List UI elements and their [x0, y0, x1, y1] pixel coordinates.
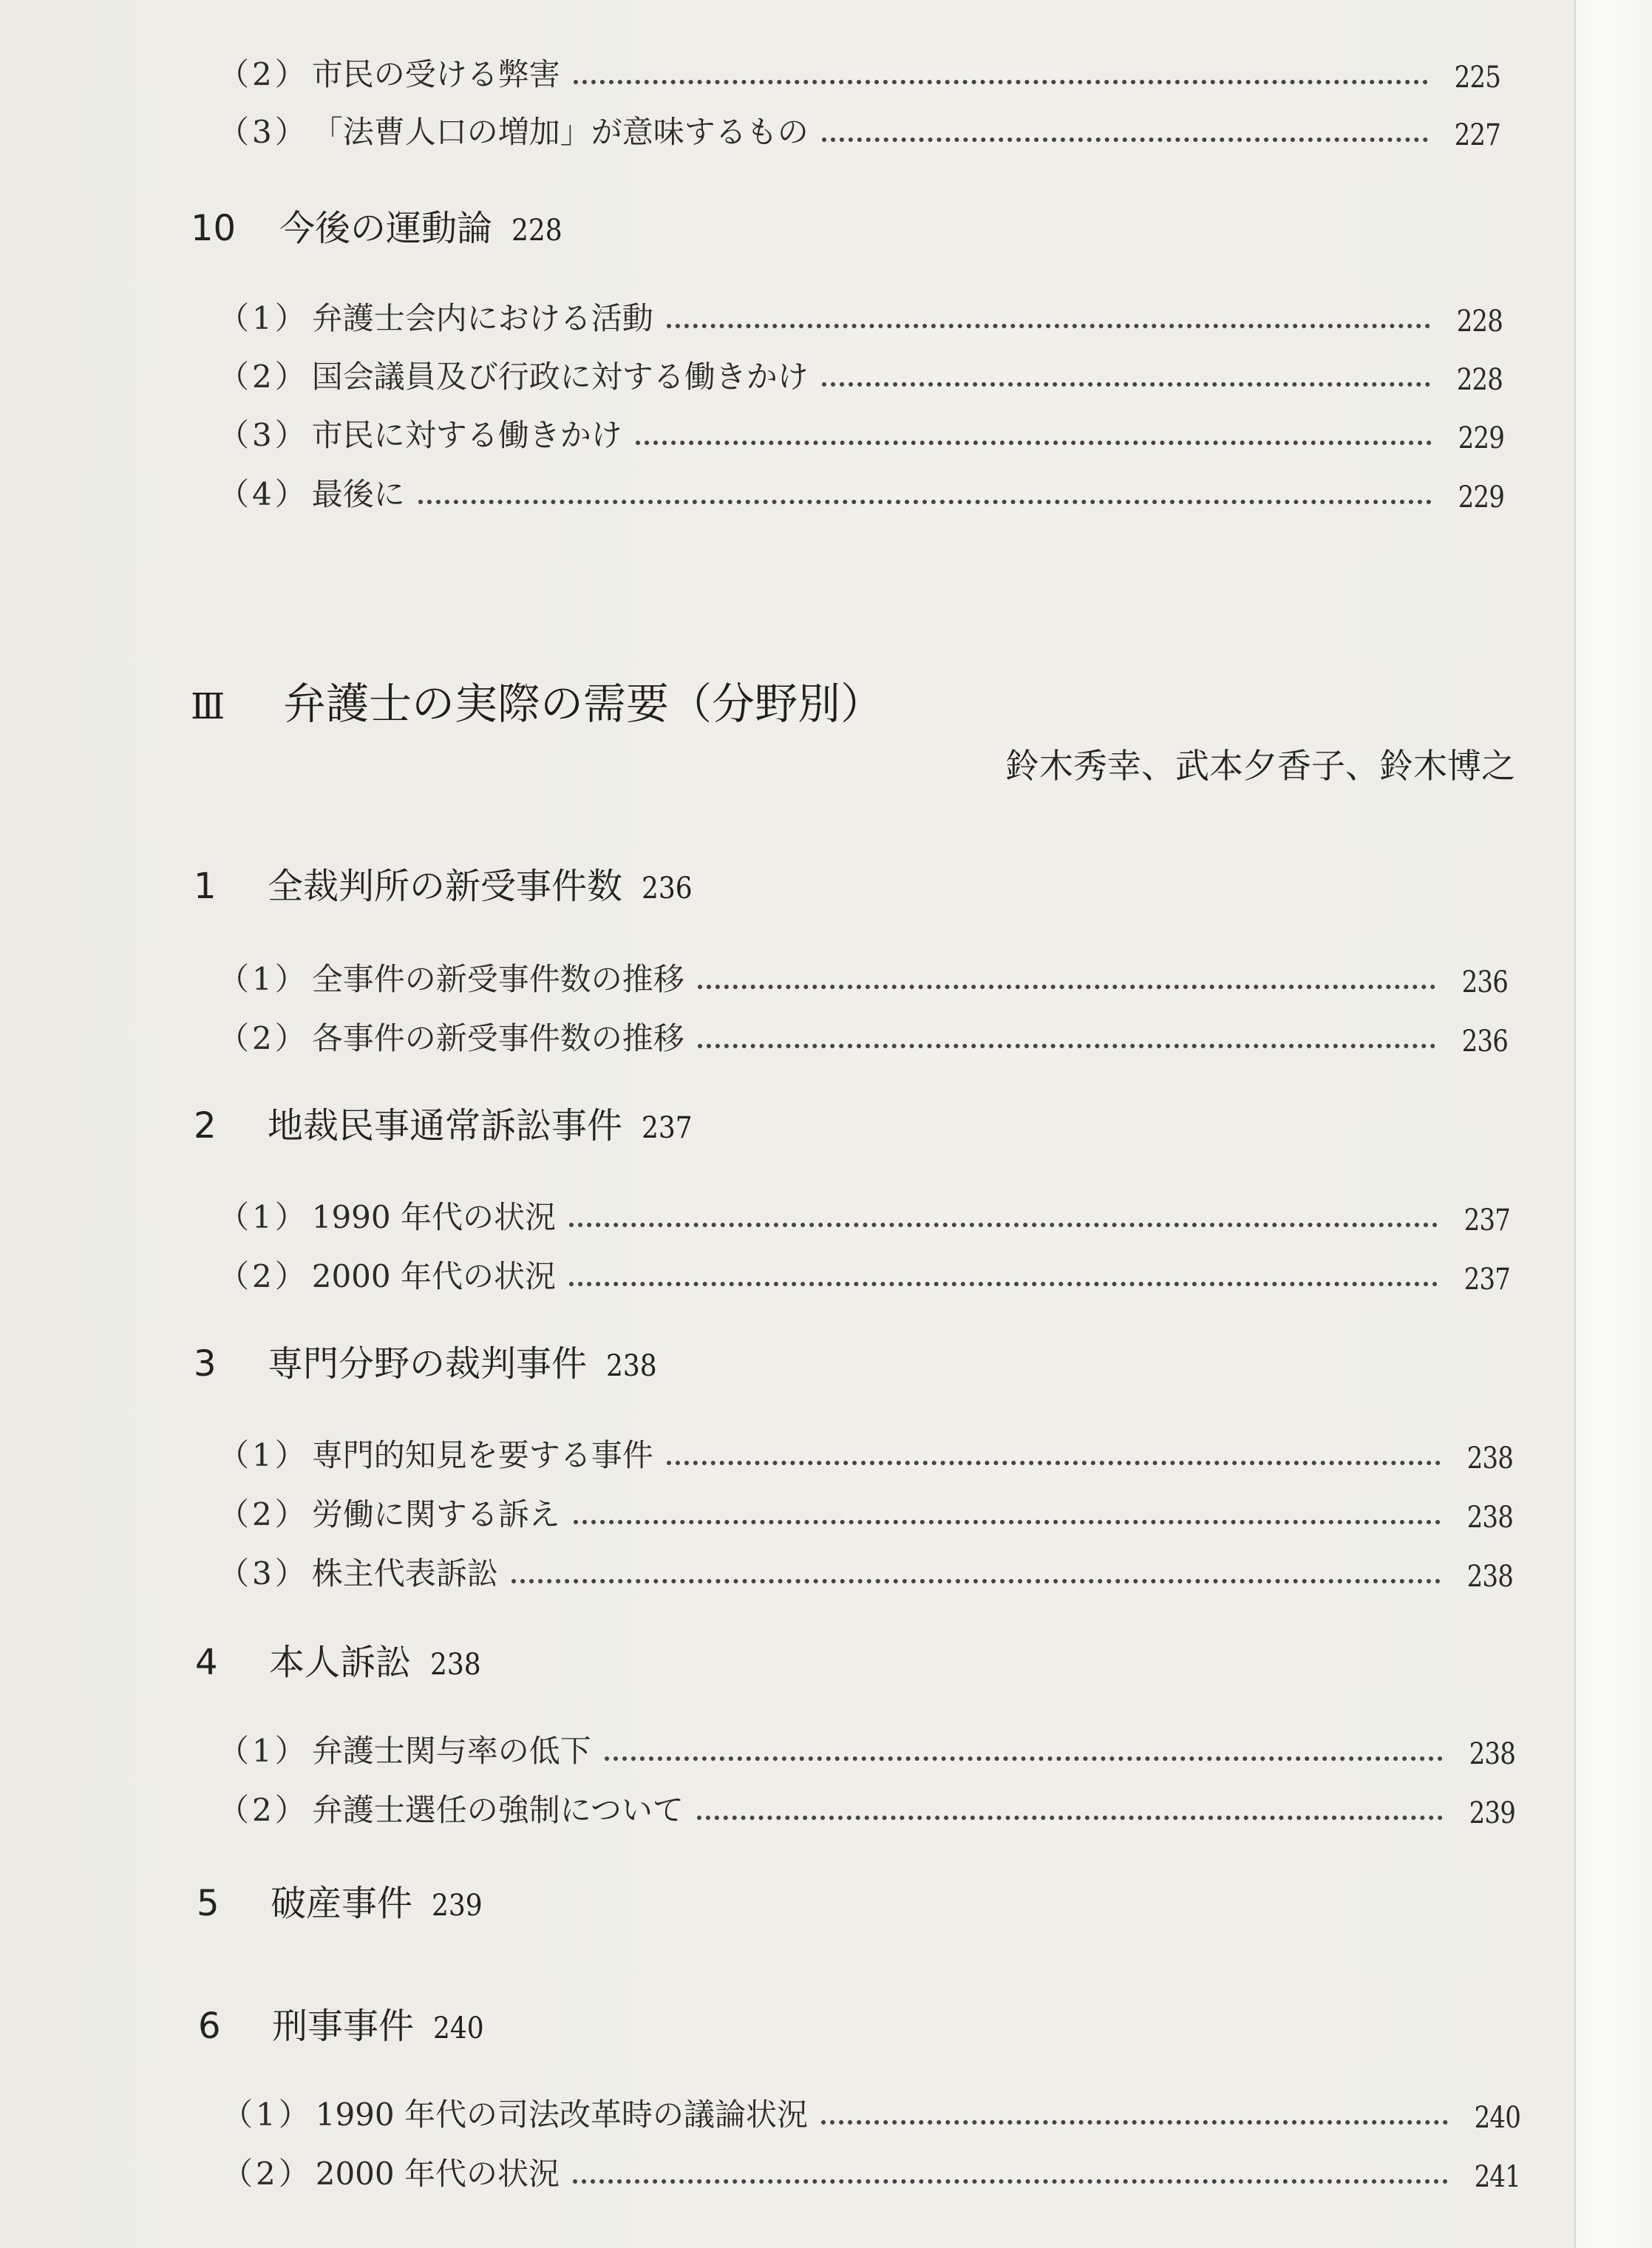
- section-heading: 10 今後の運動論 228: [191, 208, 562, 249]
- section-heading: 3 専門分野の裁判事件 238: [194, 1343, 657, 1385]
- toc-entry: （2） 市民の受ける弊害 225: [218, 56, 1500, 95]
- leader-dots: [667, 324, 1430, 328]
- toc-entry: （1） 全事件の新受事件数の推移 236: [218, 961, 1508, 999]
- leader-dots: [569, 1223, 1438, 1227]
- leader-dots: [821, 2120, 1448, 2125]
- chapter-authors: 鈴木秀幸、武本夕香子、鈴木博之: [1005, 746, 1515, 786]
- chapter-title: 弁護士の実際の需要（分野別）: [283, 679, 884, 729]
- leader-dots: [636, 441, 1432, 445]
- leader-dots: [698, 985, 1435, 989]
- section-heading: 6 刑事事件 240: [198, 2006, 484, 2047]
- leader-dots: [605, 1756, 1443, 1761]
- toc-entry: （1） 1990 年代の状況 237: [218, 1199, 1510, 1237]
- toc-entry: （4） 最後に 229: [218, 476, 1504, 515]
- leader-dots: [698, 1044, 1435, 1048]
- section-heading: 5 破産事件 239: [197, 1883, 483, 1924]
- toc-entry: （2） 各事件の新受事件数の推移 236: [218, 1020, 1508, 1059]
- toc-entry: （1） 弁護士会内における活動 228: [218, 300, 1503, 339]
- leader-dots: [822, 382, 1430, 387]
- leader-dots: [574, 1520, 1441, 1524]
- toc-entry: （1） 専門的知見を要する事件 238: [218, 1437, 1513, 1476]
- toc-entry: （1） 1990 年代の司法改革時の議論状況 240: [222, 2096, 1520, 2135]
- leader-dots: [511, 1579, 1441, 1583]
- leader-dots: [573, 2179, 1448, 2184]
- leader-dots: [667, 1461, 1441, 1465]
- page-edge: [1574, 0, 1652, 2248]
- leader-dots: [697, 1816, 1443, 1820]
- toc-entry: （3） 市民に対する働きかけ 229: [218, 417, 1504, 455]
- toc-entry: （2） 2000 年代の状況 237: [218, 1258, 1510, 1297]
- toc-entry: （2） 労働に関する訴え 238: [218, 1496, 1513, 1535]
- leader-dots: [418, 500, 1432, 504]
- toc-entry: （2） 弁護士選任の強制について 239: [218, 1792, 1515, 1830]
- toc-entry: （2） 2000 年代の状況 241: [222, 2156, 1520, 2194]
- chapter-heading: Ⅲ 弁護士の実際の需要（分野別）: [191, 669, 883, 731]
- leader-dots: [569, 1282, 1438, 1286]
- section-heading: 1 全裁判所の新受事件数 236: [194, 866, 693, 907]
- section-heading: 4 本人訴訟 238: [195, 1642, 481, 1683]
- toc-entry: （2） 国会議員及び行政に対する働きかけ 228: [218, 359, 1503, 397]
- section-heading: 2 地裁民事通常訴訟事件 237: [194, 1105, 693, 1147]
- leader-dots: [574, 80, 1428, 84]
- toc-entry: （1） 弁護士関与率の低下 238: [218, 1733, 1515, 1771]
- toc-entry: （3） 株主代表訴訟 238: [218, 1555, 1513, 1594]
- toc-entry: （3） 「法曹人口の増加」が意味するもの 227: [218, 114, 1500, 152]
- leader-dots: [822, 137, 1428, 142]
